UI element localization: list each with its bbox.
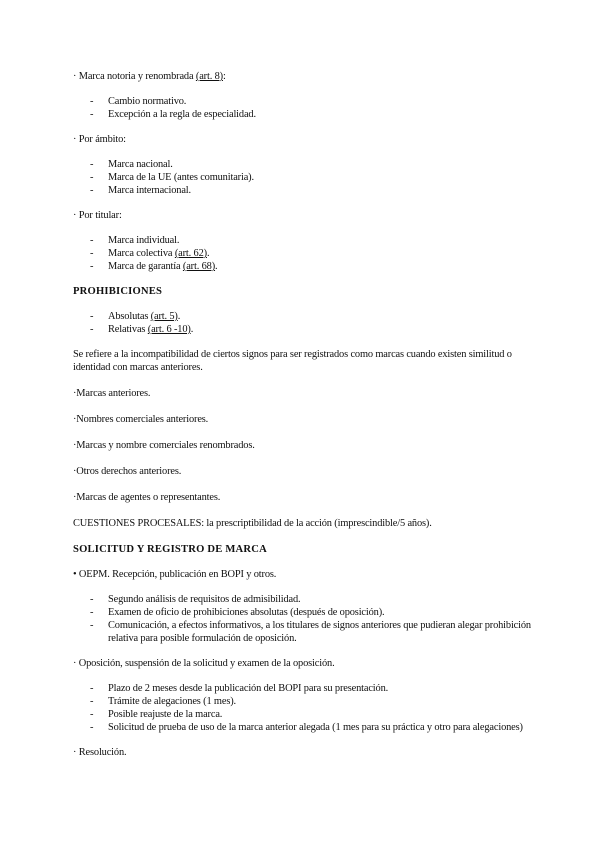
marca-notoria-line: · Marca notoria y renombrada (art. 8):: [73, 71, 226, 82]
prohibicion-item: ·Marcas de agentes o representantes.: [73, 492, 221, 503]
list-item: - Marca nacional.: [73, 158, 533, 171]
list-item: - Marca colectiva (art. 62).: [73, 247, 533, 260]
oepm-list: [73, 593, 533, 645]
article-link[interactable]: (art. 62): [174, 248, 207, 259]
ambito-line: · Por ámbito:: [73, 134, 126, 145]
list-item: - Examen de oficio de prohibiciones absolutas (después de oposición).: [73, 606, 533, 619]
prohibiciones-description: Se refiere a la incompatibilidad de ciertos signos para ser registrados como marcas cuando existen similitud o identidad con marcas anteriores.: [73, 349, 512, 373]
prohibicion-item: ·Marcas anteriores.: [73, 388, 151, 399]
list-item: - Absolutas (art. 5).: [73, 310, 533, 323]
list-item: - Marca internacional.: [73, 184, 533, 197]
prohibicion-item: ·Nombres comerciales anteriores.: [73, 414, 209, 425]
prohibicion-item: ·Otros derechos anteriores.: [73, 466, 182, 477]
list-item: - Plazo de 2 meses desde la publicación del BOPI para su presentación.: [73, 682, 533, 695]
list-item: - Comunicación, a efectos informativos, a los titulares de signos anteriores que pudieran alegar prohibición relativa para posible formulación de oposición.: [73, 619, 533, 645]
list-item: - Trámite de alegaciones (1 mes).: [73, 695, 533, 708]
solicitud-heading: SOLICITUD Y REGISTRO DE MARCA: [73, 544, 267, 555]
resolucion-line: · Resolución.: [73, 747, 127, 758]
list-item: - Marca de garantía (art. 68).: [73, 260, 533, 273]
list-item: - Cambio normativo.: [73, 95, 533, 108]
oposicion-list: [73, 682, 533, 734]
prohibicion-item: ·Marcas y nombre comerciales renombrados.: [73, 440, 255, 451]
list-item: - Solicitud de prueba de uso de la marca anterior alegada (1 mes para su práctica y otro para alegaciones): [73, 721, 533, 734]
marca-notoria-list: [73, 95, 533, 121]
list-item: - Segundo análisis de requisitos de admisibilidad.: [73, 593, 533, 606]
article-link[interactable]: (art. 6 -10): [147, 324, 191, 335]
oposicion-line: · Oposición, suspensión de la solicitud y examen de la oposición.: [73, 658, 335, 669]
titular-line: · Por titular:: [73, 210, 122, 221]
document-page: [73, 70, 533, 759]
article-link[interactable]: (art. 68): [182, 261, 216, 272]
prohibiciones-heading: PROHIBICIONES: [73, 286, 163, 297]
cuestiones-procesales: CUESTIONES PROCESALES: la prescriptibilidad de la acción (imprescindible/5 años).: [73, 518, 432, 529]
list-item: - Marca individual.: [73, 234, 533, 247]
list-item: - Excepción a la regla de especialidad.: [73, 108, 533, 121]
oepm-line: • OEPM. Recepción, publicación en BOPI y otros.: [73, 569, 277, 580]
ambito-list: [73, 158, 533, 197]
list-item: - Marca de la UE (antes comunitaria).: [73, 171, 533, 184]
titular-list: [73, 234, 533, 273]
list-item: - Posible reajuste de la marca.: [73, 708, 533, 721]
article-link[interactable]: (art. 8): [195, 71, 223, 82]
article-link[interactable]: (art. 5): [150, 311, 178, 322]
prohibiciones-list: [73, 310, 533, 336]
list-item: - Relativas (art. 6 -10).: [73, 323, 533, 336]
